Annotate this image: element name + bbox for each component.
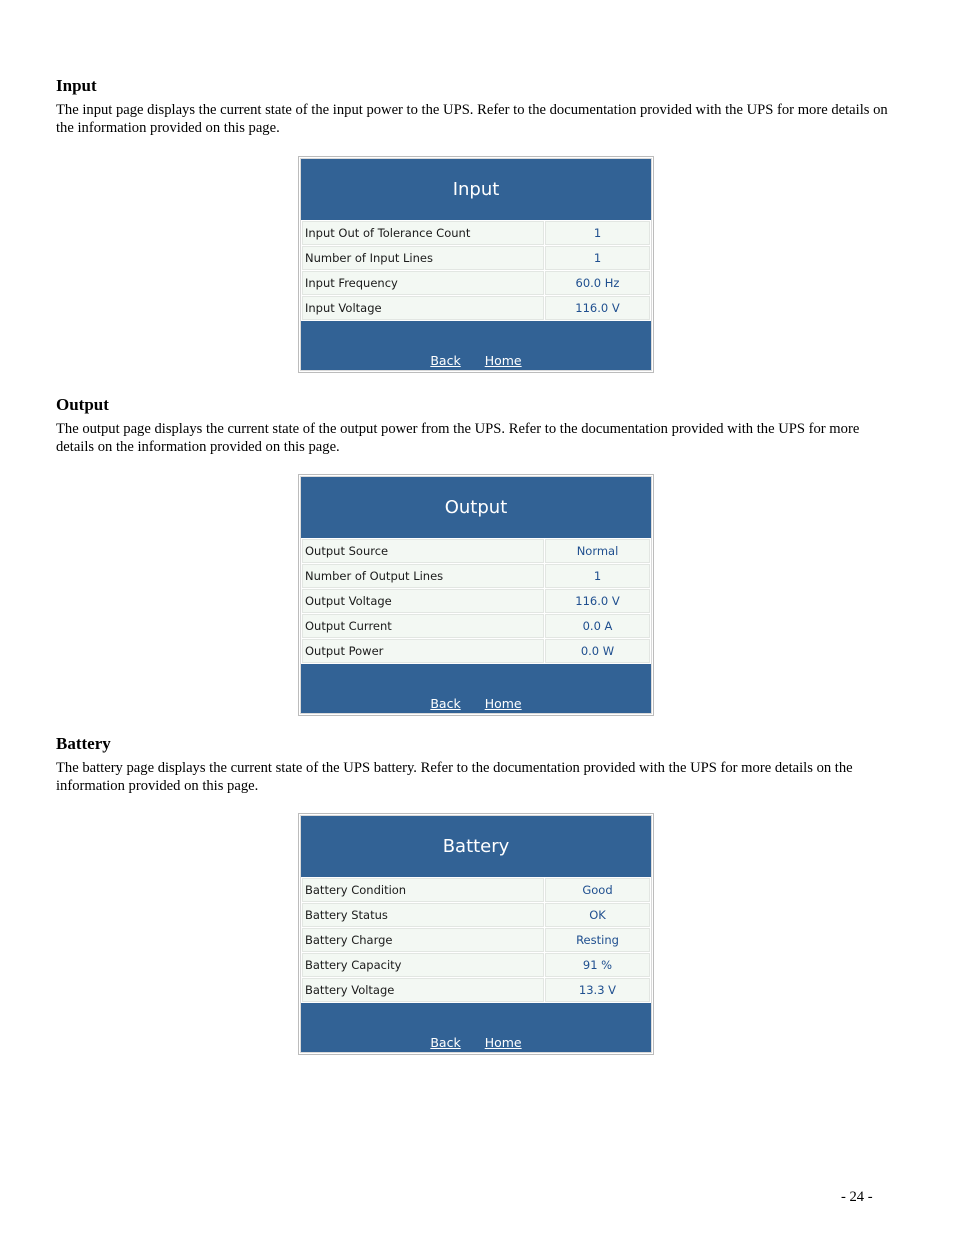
row-label: Input Frequency [302, 271, 544, 295]
row-label: Battery Status [302, 903, 544, 927]
table-row [302, 221, 650, 245]
row-label: Input Out of Tolerance Count [302, 221, 544, 245]
row-value: OK [545, 903, 650, 927]
table-row [302, 564, 650, 588]
output-panel [298, 474, 654, 716]
output-table [301, 538, 651, 664]
row-label: Number of Output Lines [302, 564, 544, 588]
row-label: Battery Condition [302, 878, 544, 902]
home-link[interactable]: Home [484, 353, 522, 368]
home-link[interactable]: Home [484, 1035, 522, 1050]
page-number: - 24 - [841, 1189, 873, 1205]
input-table [301, 220, 651, 321]
row-value: 0.0 W [545, 639, 650, 663]
row-value: 13.3 V [545, 978, 650, 1002]
table-row [302, 246, 650, 270]
row-label: Input Voltage [302, 296, 544, 320]
row-value: 60.0 Hz [545, 271, 650, 295]
row-value: Resting [545, 928, 650, 952]
input-panel-footer [301, 321, 651, 370]
home-link[interactable]: Home [484, 696, 522, 711]
output-panel-title: Output [301, 477, 651, 538]
battery-heading: Battery [56, 734, 111, 753]
row-label: Battery Capacity [302, 953, 544, 977]
row-value: Good [545, 878, 650, 902]
input-panel [298, 156, 654, 373]
row-value: 116.0 V [545, 589, 650, 613]
output-heading: Output [56, 395, 109, 414]
row-value: 91 % [545, 953, 650, 977]
output-panel-footer [301, 664, 651, 713]
input-heading: Input [56, 76, 97, 95]
table-row [302, 639, 650, 663]
table-row [302, 271, 650, 295]
table-row [302, 614, 650, 638]
input-panel-title: Input [301, 159, 651, 220]
battery-description: The battery page displays the current state of the UPS battery. Refer to the documentation provided with the UPS for more details on the information provided on this page. [56, 760, 853, 794]
row-value: 116.0 V [545, 296, 650, 320]
row-label: Output Power [302, 639, 544, 663]
table-row [302, 589, 650, 613]
row-value: 1 [545, 246, 650, 270]
row-label: Battery Charge [302, 928, 544, 952]
row-label: Output Current [302, 614, 544, 638]
battery-panel-footer [301, 1003, 651, 1052]
row-label: Output Voltage [302, 589, 544, 613]
battery-table [301, 877, 651, 1003]
table-row [302, 928, 650, 952]
table-row [302, 903, 650, 927]
row-value: Normal [545, 539, 650, 563]
row-label: Battery Voltage [302, 978, 544, 1002]
table-row [302, 953, 650, 977]
row-value: 1 [545, 564, 650, 588]
battery-panel-title: Battery [301, 816, 651, 877]
table-row [302, 978, 650, 1002]
table-row [302, 539, 650, 563]
row-value: 0.0 A [545, 614, 650, 638]
row-label: Number of Input Lines [302, 246, 544, 270]
back-link[interactable]: Back [430, 1035, 461, 1050]
back-link[interactable]: Back [430, 353, 461, 368]
output-description: The output page displays the current state of the output power from the UPS. Refer to the documentation provided with the UPS for more details on the information provided on this page. [56, 421, 860, 455]
table-row [302, 296, 650, 320]
back-link[interactable]: Back [430, 696, 461, 711]
input-description: The input page displays the current state of the input power to the UPS. Refer to the documentation provided with the UPS for more details on the information provided on this page. [56, 102, 888, 136]
table-row [302, 878, 650, 902]
row-value: 1 [545, 221, 650, 245]
row-label: Output Source [302, 539, 544, 563]
battery-panel [298, 813, 654, 1055]
